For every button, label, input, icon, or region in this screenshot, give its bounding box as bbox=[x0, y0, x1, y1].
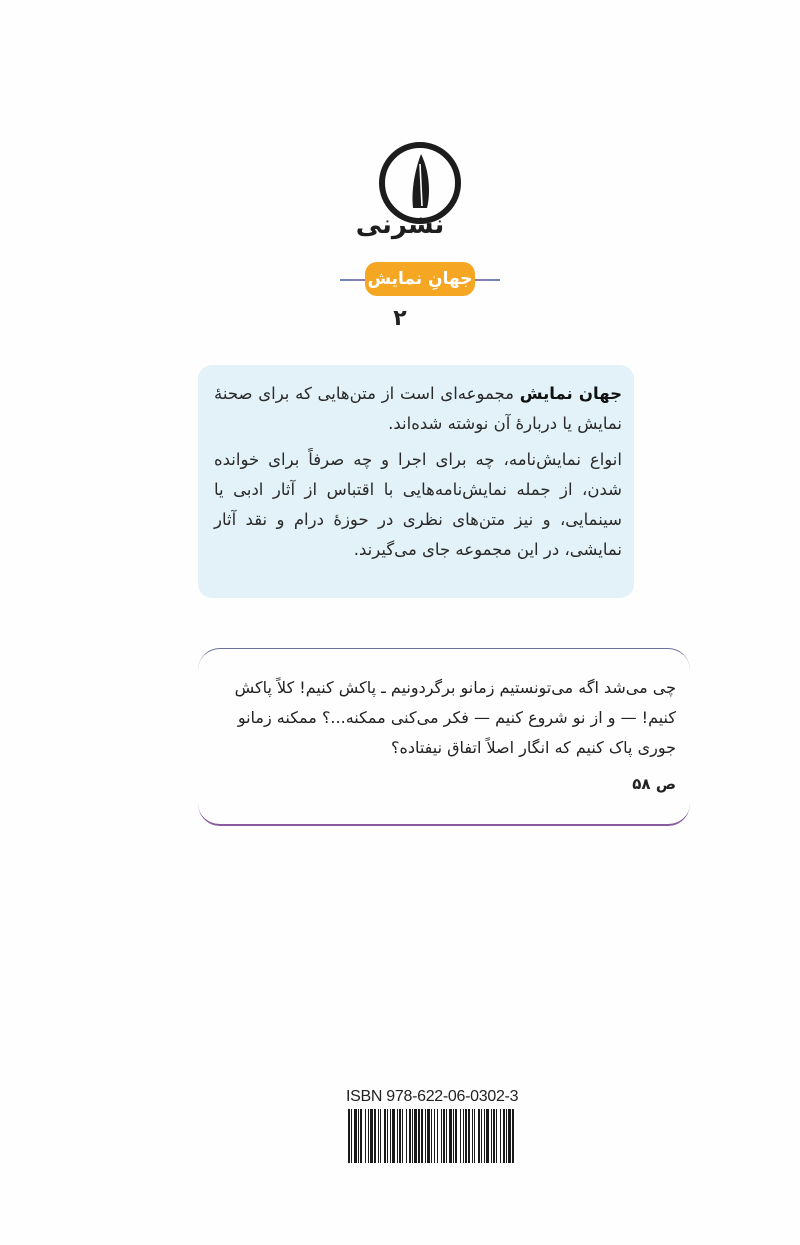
publisher-name: نشرنی bbox=[355, 210, 445, 240]
description-paragraph-1-text: مجموعه‌ای است از متن‌هایی که برای صحنهٔ نمایش یا دربارهٔ آن نوشته شده‌اند. bbox=[214, 384, 622, 433]
series-description-box bbox=[198, 365, 634, 598]
series-banner bbox=[340, 262, 500, 296]
description-paragraph-2: انواع نمایش‌نامه، چه برای اجرا و چه صرفاً برای خوانده شدن، از جمله نمایش‌نامه‌هایی با اقتباس از آثار ادبی یا سینمایی، و نیز متن‌های نظری در حوزهٔ درام و نقد آثار نمایشی، در این مجموعه جای می‌گیرند. bbox=[214, 450, 622, 559]
book-quote-box bbox=[198, 648, 690, 826]
series-title-badge: جهانِ نمایش bbox=[365, 262, 475, 296]
description-paragraph-1 bbox=[214, 379, 622, 439]
isbn-label: ISBN 978-622-06-0302-3 bbox=[346, 1088, 519, 1105]
quote-page-reference: ص ۵۸ bbox=[632, 775, 676, 793]
series-name-bold: جهان نمایش bbox=[519, 384, 622, 403]
series-number: ۲ bbox=[393, 306, 407, 331]
quote-text: چی می‌شد اگه می‌تونستیم زمانو برگردونیم ـ پاکش کنیم! کلاً پاکش کنیم! — و از نو شروع کنیم — فکر می‌کنی ممکنه...؟ ممکنه زمانو جوری پاک کنیم که انگار اصلاً اتفاق نیفتاده؟ bbox=[234, 678, 676, 757]
barcode bbox=[348, 1109, 514, 1163]
